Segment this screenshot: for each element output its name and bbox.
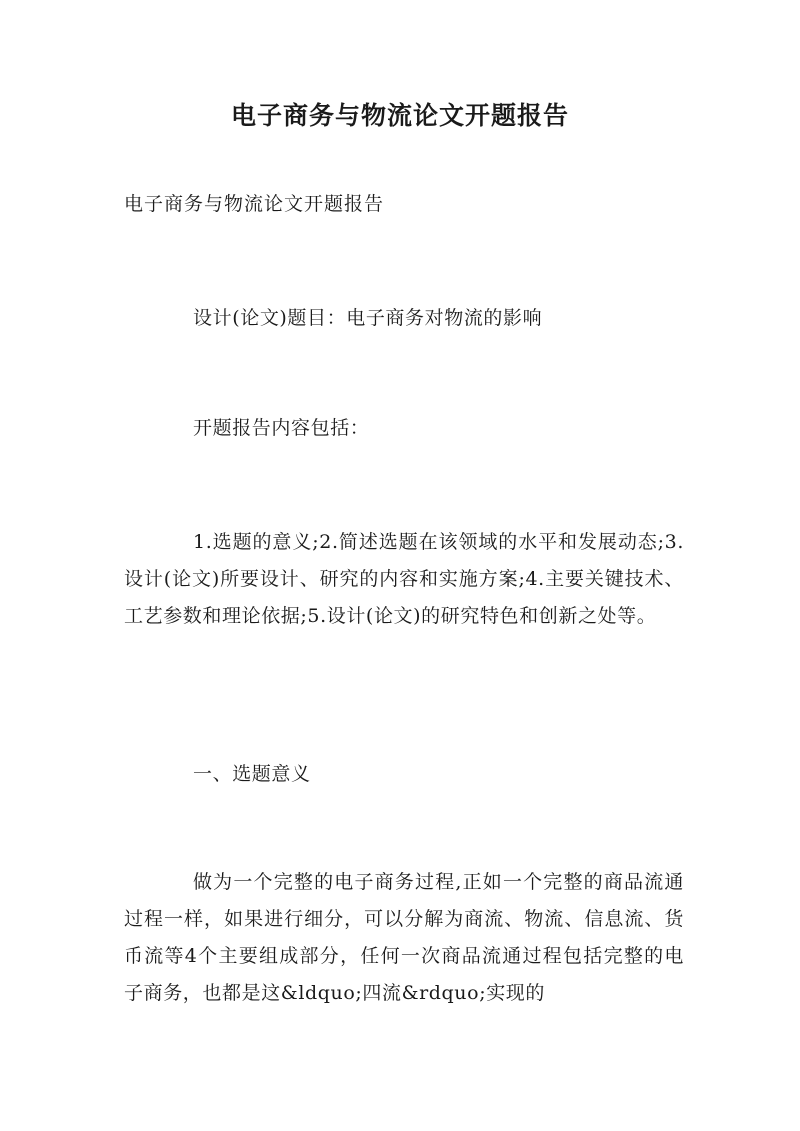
paragraph-topic: 设计(论文)题目：电子商务对物流的影响 [193,307,543,329]
paragraph-contents-list: 1.选题的意义;2.简述选题在该领域的水平和发展动态;3.设计(论文)所要设计、研究的内容和实施方案;4.主要关键技术、工艺参数和理论依据;5.设计(论文)的研究特色和创新之处等。 [124,531,684,627]
paragraph-section1-body: 做为一个完整的电子商务过程,正如一个完整的商品流通过程一样，如果进行细分，可以分解为商流、物流、信息流、货币流等4个主要组成部分，任何一次商品流通过程包括完整的电子商务，也都是这&ldquo;四流&rdquo;实现的 [124,871,684,1004]
document-title: 电子商务与物流论文开题报告 [230,101,569,130]
paragraph-contents-intro: 开题报告内容包括： [193,417,370,439]
section-heading-topic-significance: 一、选题意义 [193,763,311,785]
document-subtitle: 电子商务与物流论文开题报告 [124,193,385,215]
